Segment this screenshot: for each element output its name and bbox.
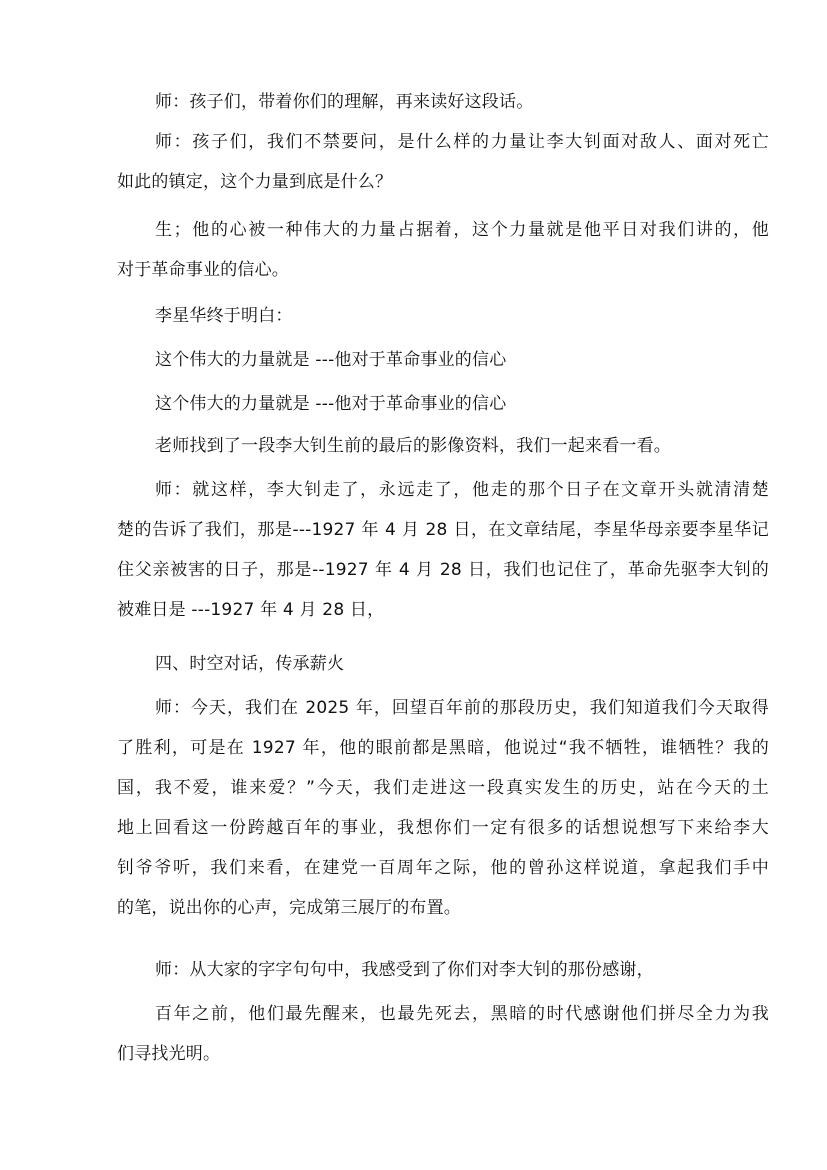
paragraph-line: 钊爷爷听，我们来看，在建党一百周年之际，他的曾孙这样说道，拿起我们手中 — [117, 858, 769, 878]
paragraph-line: 对于革命事业的信心。 — [117, 260, 289, 280]
paragraph-line: 了胜利，可是在 1927 年，他的眼前都是黑暗，他说过“我不牺牲，谁牺牲？我的 — [117, 738, 769, 758]
paragraph-12 — [79, 994, 769, 1074]
paragraph-7 — [79, 426, 769, 466]
paragraph-3 — [79, 210, 769, 290]
paragraph-line: 楚的告诉了我们，那是---1927 年 4 月 28 日，在文章结尾，李星华母亲要李星华记 — [117, 520, 769, 540]
paragraph-line: 被难日是 ---1927 年 4 月 28 日， — [117, 600, 385, 620]
paragraph-line: 百年之前，他们最先醒来，也最先死去，黑暗的时代感谢他们拼尽全力为我 — [155, 1004, 769, 1024]
paragraph-line: 住父亲被害的日子，那是--1927 年 4 月 28 日，我们也记住了，革命先驱李大钊的 — [117, 560, 769, 580]
section-heading — [79, 644, 769, 684]
paragraph-line: 这个伟大的力量就是 ---他对于革命事业的信心 — [155, 350, 507, 370]
paragraph-line: 师：从大家的字字句句中，我感受到了你们对李大钊的那份感谢， — [155, 960, 654, 980]
paragraph-line: 地上回看这一份跨越百年的事业，我想你们一定有很多的话想说想写下来给李大 — [117, 818, 769, 838]
paragraph-line: 李星华终于明白： — [155, 306, 293, 326]
paragraph-line: 国，我不爱，谁来爱？”今天，我们走进这一段真实发生的历史，站在今天的土 — [117, 778, 769, 798]
paragraph-6 — [79, 384, 769, 424]
paragraph-line: 这个伟大的力量就是 ---他对于革命事业的信心 — [155, 394, 507, 414]
paragraph-5 — [79, 340, 769, 380]
paragraph-line: 老师找到了一段李大钊生前的最后的影像资料，我们一起来看一看。 — [155, 436, 671, 456]
paragraph-2 — [79, 122, 769, 202]
paragraph-8 — [79, 470, 769, 630]
paragraph-line: 师：今天，我们在 2025 年，回望百年前的那段历史，我们知道我们今天取得 — [155, 698, 769, 718]
paragraph-line: 四、时空对话，传承薪火 — [155, 654, 345, 674]
paragraph-line: 师：就这样，李大钊走了，永远走了，他走的那个日子在文章开头就清清楚 — [155, 480, 769, 500]
paragraph-10 — [79, 688, 769, 928]
paragraph-line: 的笔，说出你的心声，完成第三展厅的布置。 — [117, 898, 461, 918]
paragraph-line: 们寻找光明。 — [117, 1044, 221, 1064]
paragraph-line: 生；他的心被一种伟大的力量占据着，这个力量就是他平日对我们讲的，他 — [155, 220, 769, 240]
paragraph-line: 如此的镇定，这个力量到底是什么？ — [117, 172, 393, 192]
paragraph-1 — [79, 82, 769, 122]
paragraph-line: 师：孩子们，带着你们的理解，再来读好这段话。 — [155, 92, 534, 112]
paragraph-11 — [79, 950, 769, 990]
paragraph-4 — [79, 296, 769, 336]
paragraph-line: 师：孩子们，我们不禁要问，是什么样的力量让李大钊面对敌人、面对死亡 — [155, 132, 769, 152]
